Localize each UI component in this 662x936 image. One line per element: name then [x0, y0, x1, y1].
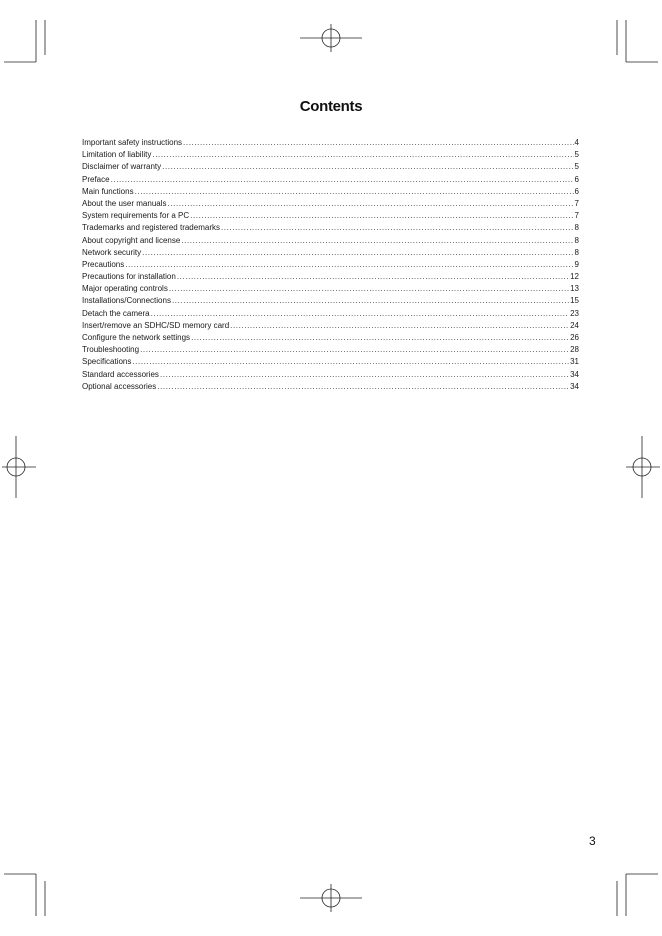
toc-entry-label: Optional accessories — [82, 381, 157, 391]
toc-entry-page: 28 — [570, 345, 579, 355]
toc-entry-page: 7 — [574, 198, 579, 208]
toc-entry-page: 5 — [574, 150, 579, 160]
toc-entry[interactable] — [82, 259, 579, 271]
toc-dot-leader — [168, 198, 574, 210]
toc-entry-page: 5 — [574, 162, 579, 172]
toc-entry-page: 12 — [570, 272, 579, 282]
toc-entry-label: Insert/remove an SDHC/SD memory card — [82, 320, 230, 330]
toc-dot-leader — [157, 381, 569, 393]
toc-entry[interactable] — [82, 283, 579, 295]
registration-mark-icon — [300, 884, 362, 912]
crop-mark-icon — [617, 20, 658, 62]
toc-entry-page: 4 — [574, 138, 579, 147]
toc-entry[interactable] — [82, 369, 579, 381]
table-of-contents — [82, 137, 579, 393]
toc-entry-label: Network security — [82, 247, 142, 257]
toc-entry-label: Main functions — [82, 186, 134, 196]
toc-entry[interactable] — [82, 210, 579, 222]
crop-mark-icon — [617, 874, 658, 916]
toc-entry-page: 24 — [570, 320, 579, 330]
toc-entry-page: 15 — [570, 296, 579, 306]
toc-entry[interactable] — [82, 271, 579, 283]
toc-dot-leader — [172, 295, 569, 307]
toc-entry-label: About the user manuals — [82, 198, 167, 208]
toc-entry[interactable] — [82, 137, 579, 149]
toc-entry[interactable] — [82, 235, 579, 247]
toc-entry[interactable] — [82, 186, 579, 198]
toc-entry-label: Preface — [82, 174, 110, 184]
toc-entry[interactable] — [82, 356, 579, 368]
toc-entry-label: Troubleshooting — [82, 345, 140, 355]
toc-entry-page: 26 — [570, 333, 579, 342]
toc-entry-page: 34 — [570, 369, 579, 379]
toc-entry[interactable] — [82, 149, 579, 161]
toc-entry[interactable] — [82, 174, 579, 186]
toc-entry[interactable] — [82, 381, 579, 393]
registration-mark-icon — [2, 436, 36, 498]
toc-dot-leader — [160, 369, 569, 381]
toc-entry[interactable] — [82, 198, 579, 210]
toc-dot-leader — [125, 259, 573, 271]
toc-dot-leader — [230, 320, 569, 332]
toc-entry-label: Standard accessories — [82, 369, 159, 379]
toc-entry[interactable] — [82, 308, 579, 320]
toc-dot-leader — [142, 247, 573, 259]
toc-entry-page: 23 — [570, 308, 579, 318]
toc-entry-label: Important safety instructions — [82, 138, 183, 147]
page-number: 3 — [589, 834, 596, 848]
toc-entry-page: 6 — [574, 174, 579, 184]
toc-dot-leader — [140, 344, 569, 356]
page-title: Contents — [299, 98, 363, 115]
toc-dot-leader — [190, 210, 573, 222]
toc-dot-leader — [152, 149, 573, 161]
toc-entry-page: 8 — [574, 235, 579, 245]
toc-entry-label: Major operating controls — [82, 284, 168, 294]
crop-mark-icon — [4, 874, 45, 916]
toc-entry[interactable] — [82, 295, 579, 307]
toc-entry-page: 9 — [574, 259, 579, 269]
toc-dot-leader — [135, 186, 574, 198]
toc-entry-page: 34 — [570, 381, 579, 391]
crop-mark-icon — [4, 20, 45, 62]
toc-dot-leader — [191, 332, 569, 344]
toc-entry-label: Precautions for installation — [82, 272, 176, 282]
toc-entry-label: Disclaimer of warranty — [82, 162, 162, 172]
toc-dot-leader — [181, 235, 573, 247]
toc-entry[interactable] — [82, 222, 579, 234]
toc-dot-leader — [151, 308, 570, 320]
toc-entry-page: 7 — [574, 211, 579, 221]
toc-entry-label: Configure the network settings — [82, 333, 191, 342]
toc-entry-label: Detach the camera — [82, 308, 150, 318]
toc-dot-leader — [177, 271, 569, 283]
toc-entry-page: 6 — [574, 186, 579, 196]
toc-entry[interactable] — [82, 332, 579, 344]
toc-entry[interactable] — [82, 344, 579, 356]
toc-entry[interactable] — [82, 247, 579, 259]
toc-dot-leader — [221, 222, 574, 234]
toc-entry-page: 13 — [570, 284, 579, 294]
toc-entry-page: 8 — [574, 247, 579, 257]
toc-entry[interactable] — [82, 161, 579, 173]
toc-dot-leader — [132, 356, 569, 368]
toc-entry[interactable] — [82, 320, 579, 332]
toc-entry-label: Installations/Connections — [82, 296, 171, 306]
toc-entry-page: 31 — [570, 357, 579, 367]
toc-entry-label: Precautions — [82, 259, 125, 269]
toc-dot-leader — [111, 174, 574, 186]
toc-entry-label: System requirements for a PC — [82, 211, 190, 221]
toc-dot-leader — [183, 137, 574, 149]
registration-mark-icon — [626, 436, 660, 498]
toc-entry-label: Trademarks and registered trademarks — [82, 223, 220, 233]
registration-mark-icon — [300, 24, 362, 52]
toc-entry-label: About copyright and license — [82, 235, 181, 245]
toc-dot-leader — [162, 161, 573, 173]
toc-dot-leader — [169, 283, 569, 295]
toc-entry-label: Limitation of liability — [82, 150, 152, 160]
toc-entry-label: Specifications — [82, 357, 132, 367]
toc-entry-page: 8 — [574, 223, 579, 233]
